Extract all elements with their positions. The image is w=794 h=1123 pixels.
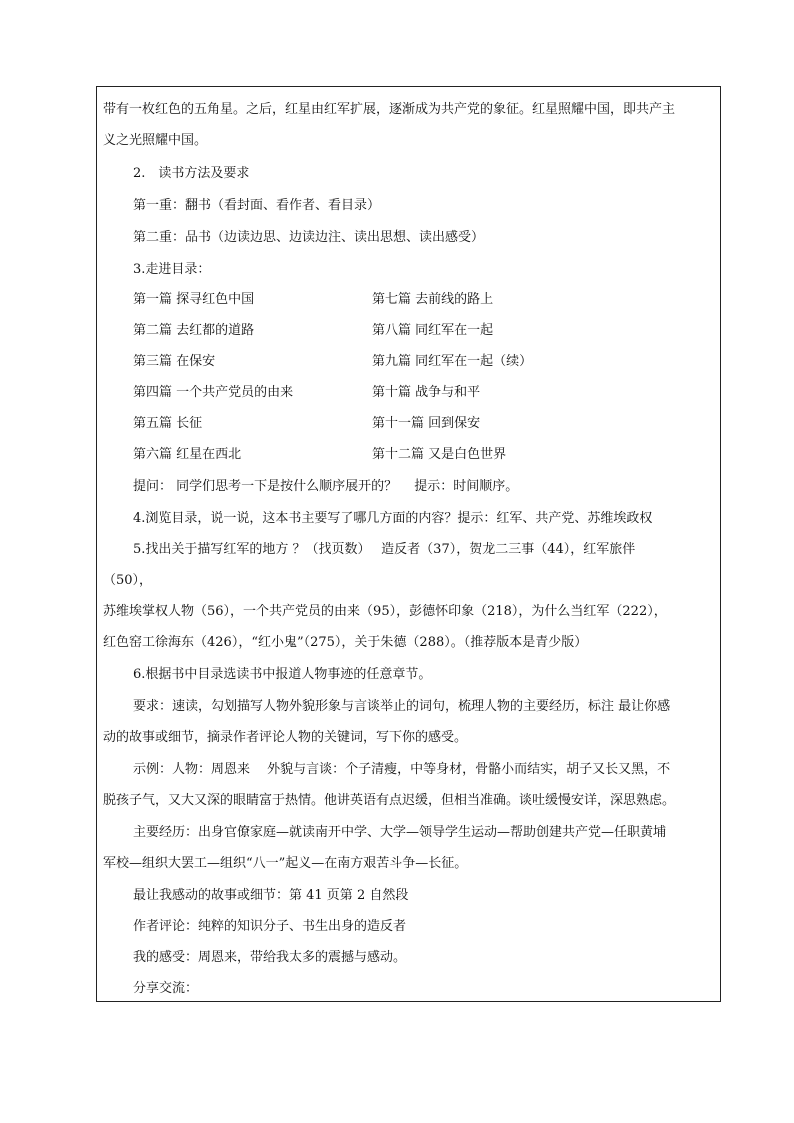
text-line: 苏维埃掌权人物（56），一个共产党员的由来（95），彭德怀印象（218），为什么当红军（222）， <box>103 604 667 619</box>
text-line: 最让我感动的故事或细节：第 41 页第 2 自然段 <box>133 888 409 903</box>
text-line: 提问： 同学们思考一下是按什么顺序展开的？ 提示：时间顺序。 <box>133 479 519 494</box>
text-line: 义之光照耀中国。 <box>103 133 208 148</box>
text-line: 我的感受：周恩来，带给我太多的震撼与感动。 <box>133 950 407 965</box>
toc-item: 第一篇 探寻红色中国 <box>133 292 255 307</box>
text-line: 第二重：品书（边读边思、边读边注、读出思想、读出感受） <box>133 230 485 245</box>
section-heading: 2. 读书方法及要求 <box>133 166 250 181</box>
section-heading: 3.走进目录： <box>133 262 211 277</box>
section-heading: 4.浏览目录，说一说，这本书主要写了哪几方面的内容？提示：红军、共产党、苏维埃政权 <box>133 511 653 526</box>
text-line: 红色窑工徐海东（426），“红小鬼”（275），关于朱德（288）。（推荐版本是青少版） <box>103 635 588 650</box>
section-heading: 5.找出关于描写红军的地方 ？（找页数） 造反者（37），贺龙二三事（44），红军旅伴 <box>133 542 636 557</box>
text-line: 要求：速读，勾划描写人物外貌形象与言谈举止的词句，梳理人物的主要经历，标注 最让你感 <box>133 699 671 714</box>
toc-item: 第九篇 同红军在一起（续） <box>372 354 533 369</box>
toc-item: 第十篇 战争与和平 <box>372 385 481 400</box>
toc-item: 第五篇 长征 <box>133 416 203 431</box>
text-line: 军校—组织大罢工—组织“八一”起义—在南方艰苦斗争—长征。 <box>103 856 468 871</box>
text-line: 主要经历：出身官僚家庭—就读南开中学、大学—领导学生运动—帮助创建共产党—任职黄埔 <box>133 825 667 840</box>
text-line: 脱孩子气，又大又深的眼睛富于热情。他讲英语有点迟缓，但相当准确。谈吐缓慢安详，深思熟虑。 <box>103 793 676 808</box>
section-heading: 6.根据书中目录选读书中报道人物事迹的任意章节。 <box>133 667 432 682</box>
text-line: （50）， <box>103 573 153 588</box>
toc-item: 第四篇 一个共产党员的由来 <box>133 385 294 400</box>
toc-item: 第七篇 去前线的路上 <box>372 292 494 307</box>
text-line: 分享交流： <box>133 981 199 996</box>
text-line: 带有一枚红色的五角星。之后，红星由红军扩展，逐渐成为共产党的象征。红星照耀中国，即共产主 <box>103 102 676 117</box>
text-line: 第一重：翻书（看封面、看作者、看目录） <box>133 198 381 213</box>
toc-item: 第三篇 在保安 <box>133 354 216 369</box>
text-line: 示例：人物：周恩来 外貌与言谈：个子清瘦，中等身材，骨骼小而结实，胡子又长又黑，不 <box>133 762 671 777</box>
toc-item: 第八篇 同红军在一起 <box>372 323 494 338</box>
toc-item: 第十二篇 又是白色世界 <box>372 447 507 462</box>
text-line: 作者评论：纯粹的知识分子、书生出身的造反者 <box>133 919 407 934</box>
toc-item: 第十一篇 回到保安 <box>372 416 481 431</box>
toc-item: 第六篇 红星在西北 <box>133 447 242 462</box>
text-line: 动的故事或细节，摘录作者评论人物的关键词，写下你的感受。 <box>103 730 468 745</box>
toc-item: 第二篇 去红都的道路 <box>133 323 255 338</box>
